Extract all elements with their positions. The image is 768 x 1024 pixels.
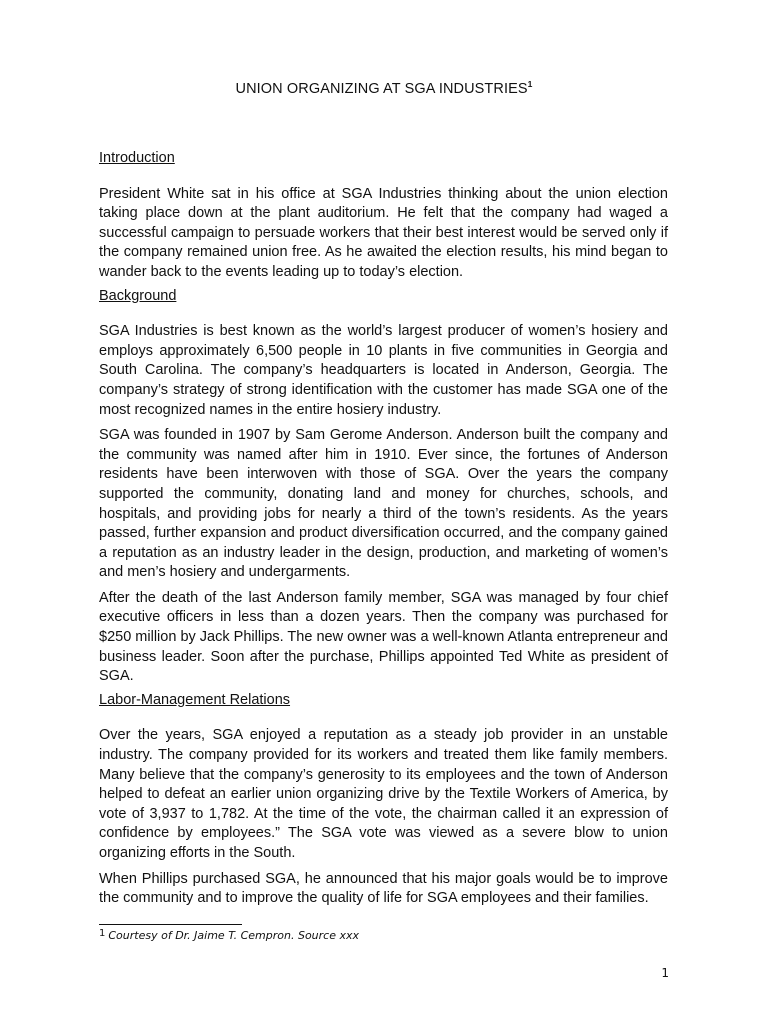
footnote-text: Courtesy of Dr. Jaime T. Cempron. Source xxx [108, 929, 360, 942]
title-text: UNION ORGANIZING AT SGA INDUSTRIES [235, 81, 528, 97]
document-title [0, 79, 768, 97]
paragraph: SGA Industries is best known as the world’s largest producer of women’s hosiery and employs approximately 6,500 people in 10 plants in five communities in Georgia and South Carolina. The company’s headquarters is located in Anderson, Georgia. The company’s strategy of strong identification with the customer has made SGA one of the most recognized names in the entire hosiery industry. [99, 323, 668, 418]
section-heading-labor-management-relations: Labor-Management Relations [99, 691, 291, 708]
paragraph: After the death of the last Anderson family member, SGA was managed by four chief executive officers in less than a dozen years. Then the company was purchased for $250 million by Jack Phillips. The new owner was a well-known Atlanta entrepreneur and business leader. Soon after the purchase, Phillips appointed Ted White as president of SGA. [99, 589, 668, 685]
title-footnote-marker[interactable]: 1 [527, 79, 533, 89]
paragraph: Over the years, SGA enjoyed a reputation as a steady job provider in an unstable industry. The company provided for its workers and treated them like family members. Many believe that the company’s generosity to its employees and the town of Anderson helped to defeat an earlier union organizing drive by the Textile Workers of America, by vote of 3,937 to 1,782. At the time of the vote, the chairman called it an expression of confidence by employees.” The SGA vote was viewed as a severe blow to union organizing efforts in the South. [99, 727, 668, 861]
paragraph: President White sat in his office at SGA Industries thinking about the union election taking place down at the plant auditorium. He felt that the company had waged a successful campaign to persuade workers that their best interest would be served only if the company remained union free. As he awaited the election results, his mind began to wander back to the events leading up to today’s election. [99, 185, 668, 280]
footnote [99, 928, 359, 942]
footnote-separator [99, 924, 242, 925]
paragraph: SGA was founded in 1907 by Sam Gerome Anderson. Anderson built the company and the community was named after him in 1910. Ever since, the fortunes of Anderson residents have been interwoven with those of SGA. Over the years the company supported the community, donating land and money for churches, schools, and hospitals, and providing jobs for nearly a third of the town’s residents. As the years passed, further expansion and product diversification occurred, and the company gained a reputation as an industry leader in the design, production, and marketing of women’s and men’s hosiery and undergarments. [99, 427, 668, 581]
document-body [99, 149, 668, 915]
paragraph: When Phillips purchased SGA, he announced that his major goals would be to improve the community and to improve the quality of life for SGA employees and their families. [99, 870, 668, 907]
footnote-marker: 1 [99, 928, 106, 939]
section-heading-introduction: Introduction [99, 150, 175, 166]
section-heading-background: Background [99, 287, 177, 304]
page-number: 1 [661, 966, 669, 980]
